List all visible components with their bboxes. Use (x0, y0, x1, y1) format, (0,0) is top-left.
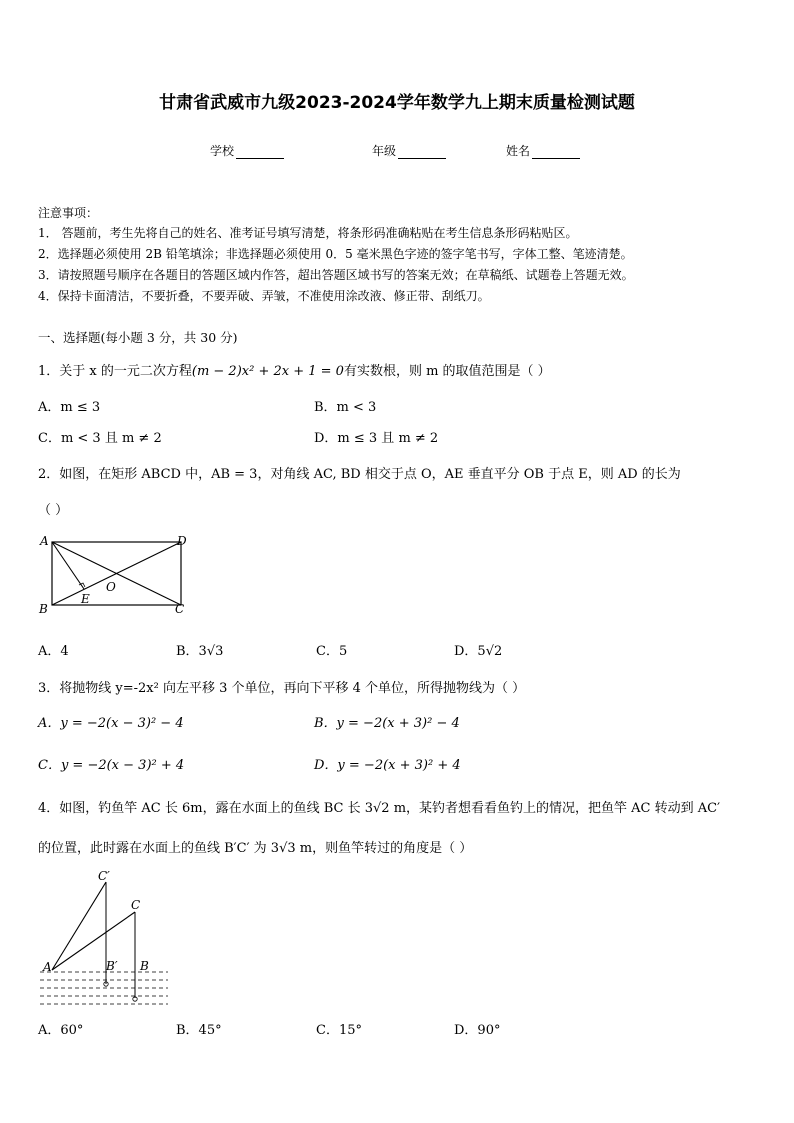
q1-option-b[interactable]: B．m < 3 (314, 400, 377, 415)
grade-blank[interactable] (398, 146, 446, 159)
fig2-label-d: D (177, 534, 187, 548)
question-2: 2．如图，在矩形 ABCD 中，AB = 3，对角线 AC, BD 相交于点 O，AE 垂直平分 OB 于点 E，则 AD 的长为 (38, 467, 681, 482)
grade-label: 年级 (372, 144, 397, 158)
fig2-label-c: C (175, 602, 185, 616)
fig4-label-b: B (140, 959, 149, 973)
q2-option-a[interactable]: A．4 (38, 644, 69, 659)
fig4-label-c: C (131, 898, 141, 912)
question-3: 3．将抛物线 y=-2x² 向左平移 3 个单位，再向下平移 4 个单位，所得抛物线为（ ） (38, 681, 526, 696)
note-item: 3．请按照题号顺序在各题目的答题区域内作答，超出答题区域书写的答案无效；在草稿纸、试题卷上答题无效。 (38, 268, 634, 282)
fig2-label-e: E (81, 592, 90, 606)
note-item: 1． 答题前，考生先将自己的姓名、准考证号填写清楚，将条形码准确粘贴在考生信息条形码粘贴区。 (38, 226, 578, 240)
question-1 (38, 360, 551, 379)
q1-option-a[interactable]: A．m ≤ 3 (38, 400, 101, 415)
q2-option-d[interactable]: D．5√2 (454, 644, 503, 659)
fig2-label-o: O (106, 580, 116, 594)
fig4-label-c-prime: C′ (98, 869, 110, 883)
school-field[interactable] (210, 142, 284, 159)
section-heading: 一、选择题(每小题 3 分，共 30 分) (38, 330, 238, 345)
rectangle-figure (36, 533, 196, 617)
fishing-rod-figure (38, 864, 178, 1014)
school-label: 学校 (210, 144, 235, 158)
name-field[interactable] (506, 142, 580, 159)
note-item: 4．保持卡面清洁，不要折叠，不要弄破、弄皱，不准使用涂改液、修正带、刮纸刀。 (38, 289, 490, 303)
q2-option-b[interactable]: B．3√3 (176, 644, 224, 659)
fig2-label-a: A (40, 534, 49, 548)
fig4-label-b-prime: B′ (106, 959, 118, 973)
q1-option-d[interactable]: D．m ≤ 3 且 m ≠ 2 (314, 431, 439, 446)
q3-option-a[interactable]: A．y = −2(x − 3)² − 4 (38, 716, 184, 731)
notes-heading: 注意事项： (38, 206, 99, 220)
name-label: 姓名 (506, 144, 531, 158)
note-item: 2．选择题必须使用 2B 铅笔填涂；非选择题必须使用 0．5 毫米黑色字迹的签字笔书写，字体工整、笔迹清楚。 (38, 247, 633, 261)
q4-option-d[interactable]: D．90° (454, 1023, 501, 1038)
q2-answer-paren: （ ） (38, 503, 69, 518)
q4-option-b[interactable]: B．45° (176, 1023, 222, 1038)
q4-option-c[interactable]: C．15° (316, 1023, 362, 1038)
question-4-line1: 4．如图，钓鱼竿 AC 长 6m，露在水面上的鱼线 BC 长 3√2 m，某钓者想看看鱼钓上的情况，把鱼竿 AC 转动到 AC′ (38, 801, 721, 816)
grade-field[interactable] (372, 142, 446, 159)
name-blank[interactable] (532, 146, 580, 159)
q2-option-c[interactable]: C．5 (316, 644, 348, 659)
fig4-label-a: A (43, 960, 52, 974)
q1-equation: (m − 2)x² + 2x + 1 = 0 (191, 364, 344, 379)
school-blank[interactable] (236, 146, 284, 159)
q3-option-d[interactable]: D．y = −2(x + 3)² + 4 (314, 758, 461, 773)
q3-option-b[interactable]: B．y = −2(x + 3)² − 4 (314, 716, 460, 731)
page-title: 甘肃省武威市九级2023-2024学年数学九上期末质量检测试题 (159, 93, 635, 113)
q4-option-a[interactable]: A．60° (38, 1023, 84, 1038)
q1-option-c[interactable]: C．m < 3 且 m ≠ 2 (38, 431, 162, 446)
q1-suffix: 有实数根，则 m 的取值范围是（ ） (343, 364, 551, 379)
fig2-label-b: B (39, 602, 48, 616)
question-4-line2: 的位置，此时露在水面上的鱼线 B′C′ 为 3√3 m，则鱼竿转过的角度是（ ） (38, 841, 473, 856)
q3-option-c[interactable]: C．y = −2(x − 3)² + 4 (38, 758, 185, 773)
q1-prefix: 1．关于 x 的一元二次方程 (38, 364, 192, 379)
